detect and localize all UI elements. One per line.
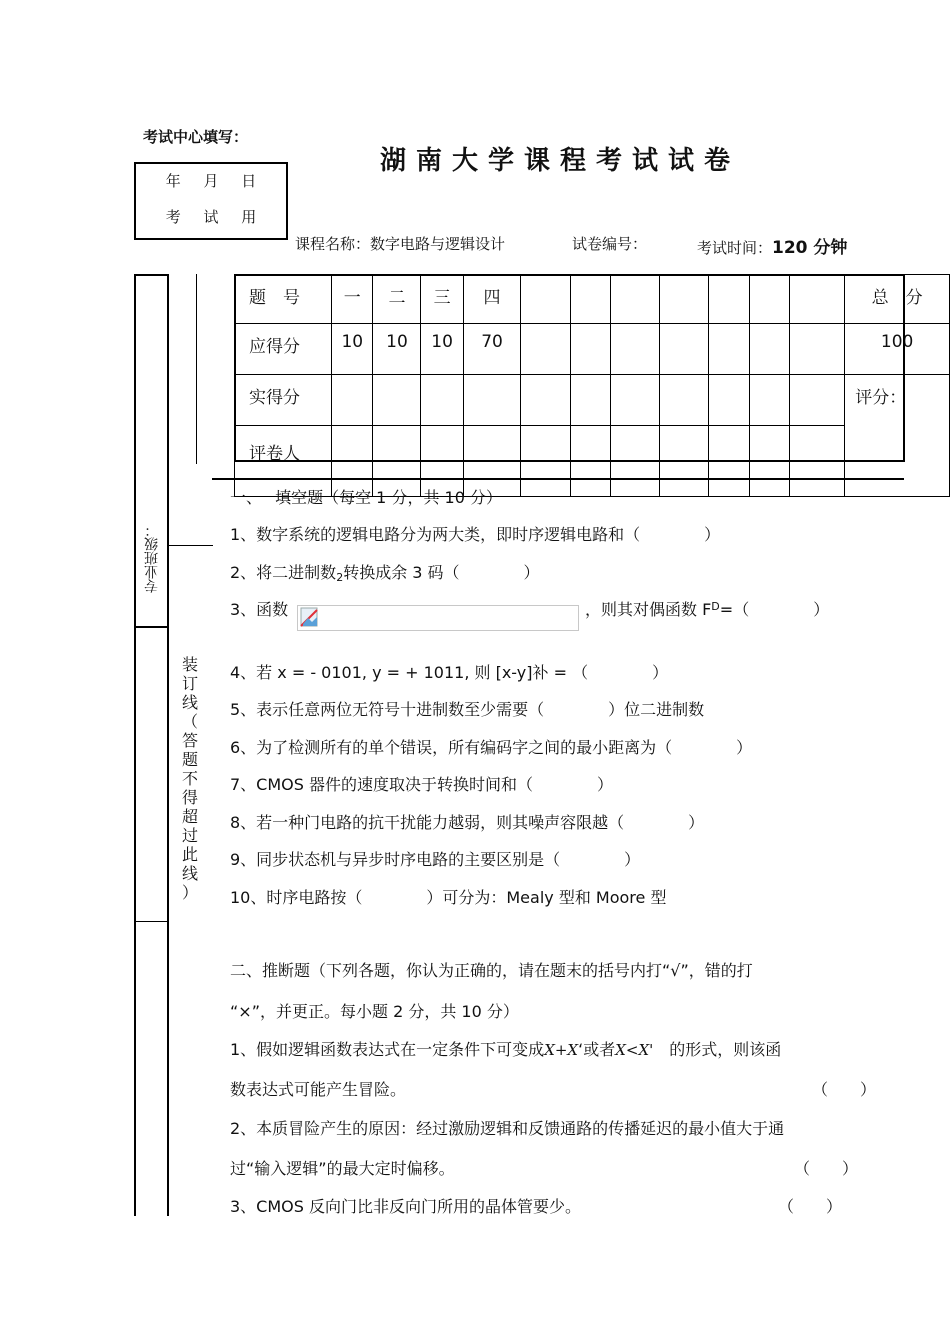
q2-1-expr2: X<X' (615, 1041, 654, 1059)
q2-1-expr1: X+X (544, 1041, 579, 1059)
q3-text-a: 3、函数 (230, 600, 289, 619)
q3-text-c: =（ ） (719, 600, 830, 619)
course-name: 课程名称：数字电路与逻辑设计 (295, 235, 506, 253)
table-cell (332, 375, 373, 426)
question-1-4: 4、若 x = - 0101, y = + 1011, 则 [x-y]补 = （ ） (230, 663, 669, 682)
exam-center-note: 考试中心填写： (143, 128, 249, 146)
question-2-2: 2、本质冒险产生的原因：经过激励逻辑和反馈通路的传播延迟的最小值大于通 (230, 1119, 785, 1138)
table-cell (709, 375, 749, 426)
binding-line-char: 题 (181, 750, 198, 769)
question-2-3: 3、CMOS 反向门比非反向门所用的晶体管要少。 (230, 1197, 581, 1216)
question-1-3-dual (585, 597, 829, 620)
row-label: 应得分 (235, 324, 332, 375)
table-cell (709, 275, 749, 324)
binding-line-char: 此 (181, 845, 198, 864)
grade-label: 评分： (845, 375, 950, 497)
q3-text-b: ，则其对偶函数 F (585, 600, 712, 619)
binding-line-char: 超 (181, 807, 198, 826)
row-label: 评卷人 (235, 426, 332, 497)
table-cell (463, 375, 521, 426)
binding-strip-right-border (167, 274, 169, 1216)
table-cell (611, 375, 660, 426)
table-cell (790, 375, 845, 426)
table-row (235, 324, 950, 375)
table-cell (521, 426, 570, 497)
total-label: 总 分 (845, 275, 950, 324)
section2-heading-line1: 二、推断题（下列各题，你认为正确的，请在题末的括号内打“√”，错的打 (230, 961, 753, 980)
binding-line-char: （ (181, 712, 198, 731)
answer-paren: （ ） (794, 1159, 859, 1178)
table-row (235, 275, 950, 324)
table-cell (709, 426, 749, 497)
points-cell: 10 (421, 324, 463, 375)
row-label: 实得分 (235, 375, 332, 426)
table-cell (749, 426, 789, 497)
broken-image-icon (300, 607, 318, 627)
table-cell (790, 426, 845, 497)
question-1-3 (230, 597, 288, 620)
table-row (235, 375, 950, 426)
row-label: 题 号 (235, 275, 332, 324)
table-cell (790, 275, 845, 324)
binding-strip-top (134, 274, 169, 276)
section2-heading-line2: “×”，并更正。每小题 2 分，共 10 分） (230, 1002, 519, 1021)
use-char: 用 (241, 208, 257, 226)
table-cell (660, 375, 709, 426)
binding-line-char: 得 (181, 788, 198, 807)
binding-line-char: 答 (181, 731, 198, 750)
points-cell: 10 (373, 324, 421, 375)
day-label: 日 (241, 172, 257, 190)
year-label: 年 (165, 172, 181, 190)
table-cell (660, 275, 709, 324)
paper-number: 试卷编号： (572, 235, 648, 253)
use-char: 试 (203, 208, 219, 226)
question-1-9: 9、同步状态机与异步时序电路的主要区别是（ ） (230, 850, 641, 869)
table-cell (611, 275, 660, 324)
month-label: 月 (203, 172, 219, 190)
table-cell (570, 324, 610, 375)
date-row (136, 170, 286, 191)
binding-line-char: ） (181, 883, 198, 902)
binding-line-char: 过 (181, 826, 198, 845)
date-box (134, 162, 288, 240)
table-cell (749, 324, 789, 375)
broken-formula-image (297, 605, 579, 631)
q2-1-text-a: 1、假如逻辑函数表达式在一定条件下可变成 (230, 1040, 545, 1059)
use-row (136, 206, 286, 227)
section1-heading: 一、 填空题（每空 1 分，共 10 分） (230, 488, 502, 507)
table-cell (709, 324, 749, 375)
q2-subscript: 2 (336, 571, 344, 584)
q3-superscript: D (711, 600, 720, 613)
question-2-1 (230, 1037, 781, 1060)
question-number: 一 (332, 275, 373, 324)
binding-line-char: 装 (181, 655, 198, 674)
question-1-8: 8、若一种门电路的抗干扰能力越弱，则其噪声容限越（ ） (230, 813, 705, 832)
major-class-rule (168, 545, 213, 546)
question-1-5: 5、表示任意两位无符号十进制数至少需要（ ）位二进制数 (230, 700, 705, 719)
binding-strip-divider-2 (134, 921, 169, 922)
question-1-7: 7、CMOS 器件的速度取决于转换时间和（ ） (230, 775, 613, 794)
table-cell (790, 324, 845, 375)
answer-paren: （ ） (778, 1197, 843, 1216)
section-divider (212, 478, 904, 480)
binding-line-note (180, 655, 200, 902)
table-cell (570, 375, 610, 426)
exam-time (697, 233, 847, 258)
total-points: 100 (845, 324, 950, 375)
table-cell (660, 324, 709, 375)
points-cell: 10 (332, 324, 373, 375)
binding-strip-left-border (134, 274, 136, 1216)
binding-line-char: 不 (181, 769, 198, 788)
binding-line-char: 线 (181, 693, 198, 712)
use-char: 考 (165, 208, 181, 226)
binding-line-char: 订 (181, 674, 198, 693)
question-1-1: 1、数字系统的逻辑电路分为两大类，即时序逻辑电路和（ ） (230, 525, 721, 544)
table-cell (373, 375, 421, 426)
table-cell (521, 375, 570, 426)
table-cell (660, 426, 709, 497)
table-cell (611, 426, 660, 497)
table-cell (570, 426, 610, 497)
exam-time-label: 考试时间： (697, 239, 773, 257)
question-number: 二 (373, 275, 421, 324)
question-number: 三 (421, 275, 463, 324)
question-1-10: 10、时序电路按（ ）可分为：Mealy 型和 Moore 型 (230, 888, 667, 907)
binding-guide-line (196, 274, 197, 464)
table-cell (521, 324, 570, 375)
table-cell (749, 275, 789, 324)
question-2-2-line2: 过“输入逻辑”的最大定时偏移。 (230, 1159, 455, 1178)
binding-strip-divider (134, 626, 169, 628)
q2-text-a: 2、将二进制数 (230, 563, 337, 582)
binding-line-char: 线 (181, 864, 198, 883)
q2-text-b: 转换成余 3 码（ ） (343, 563, 540, 582)
question-2-1-line2: 数表达式可能产生冒险。 (230, 1080, 407, 1099)
major-class-label: 专业班级： (144, 523, 160, 593)
q2-1-text-b: ‘或者 (578, 1040, 616, 1059)
points-cell: 70 (463, 324, 521, 375)
table-cell (521, 275, 570, 324)
answer-paren: （ ） (812, 1080, 877, 1099)
table-cell (749, 375, 789, 426)
q2-1-text-c: 的形式，则该函 (653, 1040, 782, 1059)
exam-time-value: 120 分钟 (772, 238, 848, 258)
question-1-6: 6、为了检测所有的单个错误，所有编码字之间的最小距离为（ ） (230, 738, 753, 757)
table-cell (570, 275, 610, 324)
page-title: 湖南大学课程考试试卷 (380, 146, 741, 176)
question-1-2 (230, 560, 540, 584)
table-cell (421, 375, 463, 426)
score-table (234, 274, 950, 497)
table-cell (611, 324, 660, 375)
question-number: 四 (463, 275, 521, 324)
